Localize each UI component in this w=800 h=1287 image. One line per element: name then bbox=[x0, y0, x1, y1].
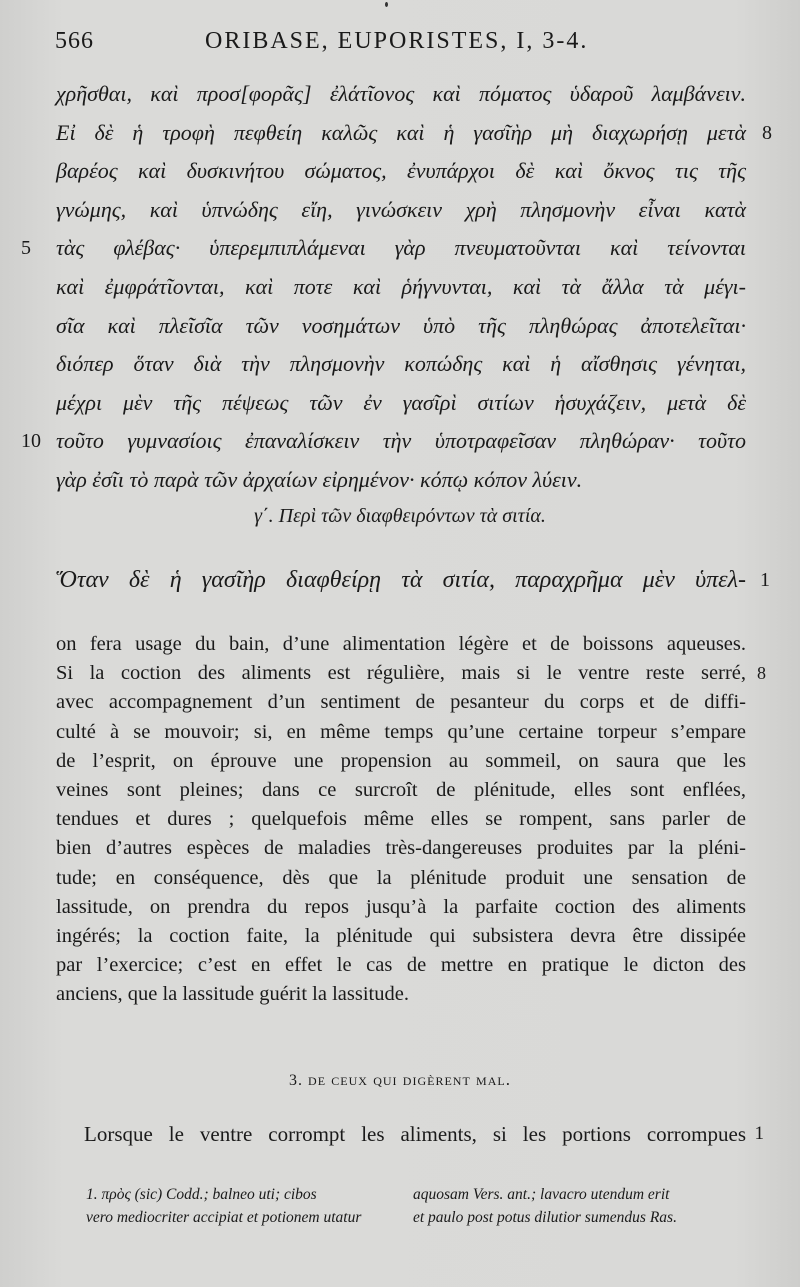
french-line bbox=[56, 805, 746, 834]
greek-line-text: μέχρι μὲν τῆς πέψεως τῶν ἐν γασῖρὶ σιτίων ἡσυχάζειν, μετὰ δὲ bbox=[56, 389, 746, 415]
french-line-text: par l’exercice; c’est en effet le cas de mettre en pratique le dicton des bbox=[56, 954, 746, 977]
greek-text-block bbox=[21, 75, 772, 500]
greek-line-text: διόπερ ὅταν διὰ τὴν πλησμονὴν κοπώδης καὶ ἡ αἴσθησις γένηται, bbox=[56, 351, 746, 377]
greek-line bbox=[56, 75, 746, 114]
french-line bbox=[56, 776, 746, 805]
footnote-col1: 1. πρὸς (sic) Codd.; balneo uti; cibos bbox=[86, 1186, 317, 1203]
french-line-text: veines sont pleines; dans ce surcroît de plénitude, elles sont enflées, bbox=[56, 778, 746, 801]
line-number: 1 bbox=[760, 569, 770, 591]
greek-line bbox=[56, 268, 746, 307]
line-number: 8 bbox=[757, 663, 766, 684]
french-line bbox=[56, 864, 746, 893]
french-line-text: tude; en conséquence, dès que la plénitude produit une sensation de bbox=[56, 866, 746, 889]
french-line-text: ingérés; la coction faite, la plénitude qui subsistera devra être dissipée bbox=[56, 924, 746, 947]
french-line bbox=[56, 630, 746, 659]
greek-line-text: τὰς φλέβας· ὑπερεμπιπλάμεναι γὰρ πνευματοῦνται καὶ τείνονται bbox=[56, 235, 746, 261]
page-header bbox=[55, 28, 745, 62]
section-number: 3. bbox=[289, 1072, 304, 1089]
greek-line bbox=[21, 229, 746, 268]
greek-line-text: τοῦτο γυμνασίοις ἐπαναλίσκειν τὴν ὑποτραφεῖσαν πληθώραν· τοῦτο bbox=[56, 428, 746, 454]
footnotes bbox=[86, 1183, 748, 1229]
french-line-text: avec accompagnement d’un sentiment de pesanteur du corps et de diffi- bbox=[56, 691, 746, 714]
french-line bbox=[56, 922, 746, 951]
page-number: 566 bbox=[55, 28, 94, 54]
line-number: 1 bbox=[754, 1123, 764, 1144]
greek-line-text: γὰρ ἐσῖι τὸ παρὰ τῶν ἀρχαίων εἰρημένον· κόπῳ κόπον λύειν. bbox=[56, 466, 583, 492]
greek-line bbox=[56, 191, 746, 230]
greek-line bbox=[56, 461, 746, 500]
greek-line bbox=[21, 422, 746, 461]
french-line bbox=[56, 893, 746, 922]
footnote-col2: aquosam Vers. ant.; lavacro utendum erit bbox=[413, 1186, 670, 1203]
ink-speck bbox=[385, 2, 388, 7]
greek-line-text: σῖα καὶ πλεῖσῖα τῶν νοσημάτων ὑπὸ τῆς πληθώρας ἀποτελεῖται· bbox=[56, 312, 746, 338]
french-line bbox=[56, 951, 746, 980]
french-line-text: de l’esprit, on éprouve une propension au sommeil, on saura que les bbox=[56, 749, 746, 772]
greek-section-heading: γ΄. Περὶ τῶν διαφθειρόντων τὰ σιτία. bbox=[254, 505, 546, 527]
french-text-block bbox=[56, 630, 766, 1009]
french-line bbox=[56, 834, 746, 863]
footnote-col1: vero mediocriter accipiat et potionem utatur bbox=[86, 1209, 362, 1226]
greek-line-text: χρῆσθαι, καὶ προσ[φορᾶς] ἐλάτῖονος καὶ πόματος ὑδαροῦ λαμβάνειν. bbox=[56, 81, 746, 106]
french-line bbox=[56, 688, 746, 717]
french-section-heading bbox=[0, 1070, 800, 1090]
french-line-text: bien d’autres espèces de maladies très-dangereuses produites par la pléni- bbox=[56, 837, 746, 860]
greek-line-text: βαρέος καὶ δυσκινήτου σώματος, ἐνυπάρχοι δὲ καὶ ὄκνος τις τῆς bbox=[56, 158, 746, 184]
greek-line-text: γνώμης, καὶ ὑπνώδης εἴη, γινώσκειν χρὴ πλησμονὴν εἶναι κατὰ bbox=[56, 196, 746, 222]
french-line-text: Si la coction des aliments est régulière, mais si le ventre reste serré, bbox=[56, 662, 746, 685]
footnote-col2: et paulo post potus dilutior sumendus Ras. bbox=[413, 1209, 677, 1226]
section-title: de ceux qui digèrent mal. bbox=[308, 1070, 511, 1089]
line-number: 8 bbox=[762, 121, 772, 144]
greek-line bbox=[56, 384, 746, 423]
french-line-text: lassitude, on prendra du repos jusqu’à la parfaite coction des aliments bbox=[56, 895, 746, 918]
line-number: 5 bbox=[21, 237, 31, 260]
greek-line bbox=[56, 114, 772, 153]
french-line-text: anciens, que la lassitude guérit la lassitude. bbox=[56, 983, 409, 1006]
french-line-text: tendues et dures ; quelquefois même elles se rompent, sans parler de bbox=[56, 808, 746, 831]
running-title: ORIBASE, EUPORISTES, I, 3-4. bbox=[205, 28, 589, 54]
line-number: 10 bbox=[21, 430, 41, 453]
greek-next-line-text: Ὅταν δὲ ἡ γασῖὴρ διαφθείρῃ τὰ σιτία, παραχρῆμα μὲν ὑπελ- bbox=[56, 567, 746, 593]
french-line bbox=[56, 718, 746, 747]
french-line bbox=[56, 980, 746, 1009]
french-line bbox=[56, 747, 746, 776]
greek-line-text: Εἰ δὲ ἡ τροφὴ πεφθείη καλῶς καὶ ἡ γασῖὴρ μὴ διαχωρήσῃ μετὰ bbox=[56, 119, 746, 145]
french-next-line bbox=[84, 1118, 764, 1150]
footnote-line bbox=[86, 1206, 748, 1229]
greek-line bbox=[56, 345, 746, 384]
greek-line-text: καὶ ἐμφράτῖονται, καὶ ποτε καὶ ῥήγνυνται, καὶ τὰ ἄλλα τὰ μέγι- bbox=[56, 273, 746, 299]
french-next-line-text: Lorsque le ventre corrompt les aliments, si les portions corrompues bbox=[84, 1122, 746, 1146]
french-line bbox=[56, 659, 766, 688]
french-line-text: culté à se mouvoir; si, en même temps qu’une certaine torpeur s’empare bbox=[56, 720, 746, 743]
greek-next-line bbox=[56, 560, 770, 600]
footnote-line bbox=[86, 1183, 748, 1206]
greek-line bbox=[56, 152, 746, 191]
greek-line bbox=[56, 307, 746, 346]
french-line-text: on fera usage du bain, d’une alimentation légère et de boissons aqueuses. bbox=[56, 633, 746, 655]
